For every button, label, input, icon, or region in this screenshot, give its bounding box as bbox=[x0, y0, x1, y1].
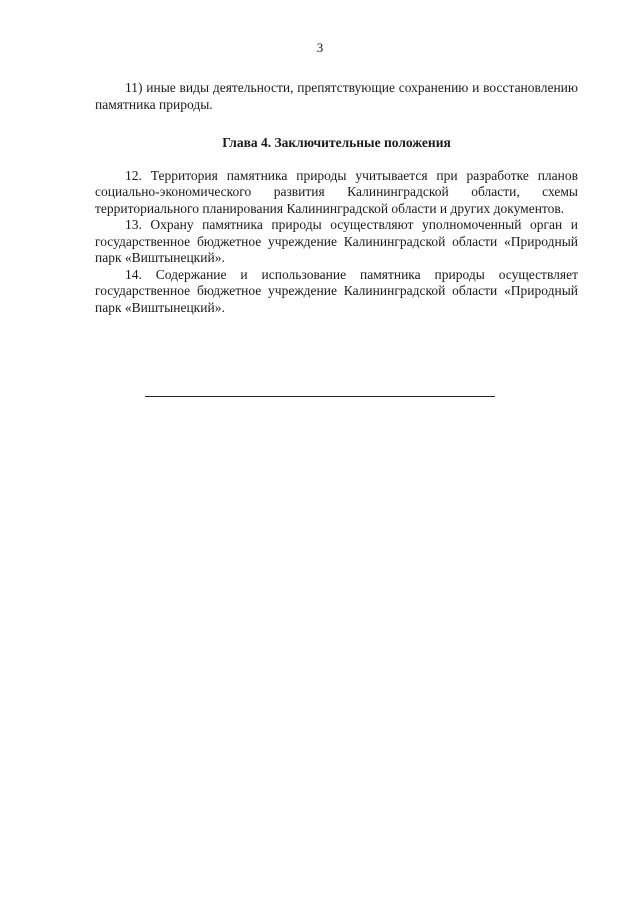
page-number: 3 bbox=[316, 40, 324, 55]
paragraph-12: 12. Территория памятника природы учитывается при разработке планов социально-экономического развития Калининградской области, схемы территориального планирования Калининградской области и других документов. bbox=[95, 167, 578, 216]
end-of-document-rule bbox=[145, 396, 495, 397]
chapter-heading: Глава 4. Заключительные положения bbox=[222, 135, 451, 150]
paragraph-13: 13. Охрану памятника природы осуществляют уполномоченный орган и государственное бюджетное учреждение Калининградской области «Природный парк «Виштынецкий». bbox=[95, 217, 578, 265]
document-body bbox=[95, 80, 578, 316]
list-item-11: 11) иные виды деятельности, препятствующие сохранению и восстановлению памятника природы. bbox=[95, 80, 578, 112]
paragraph-14: 14. Содержание и использование памятника природы осуществляет государственное бюджетное учреждение Калининградской области «Природный парк «Виштынецкий». bbox=[95, 266, 578, 315]
